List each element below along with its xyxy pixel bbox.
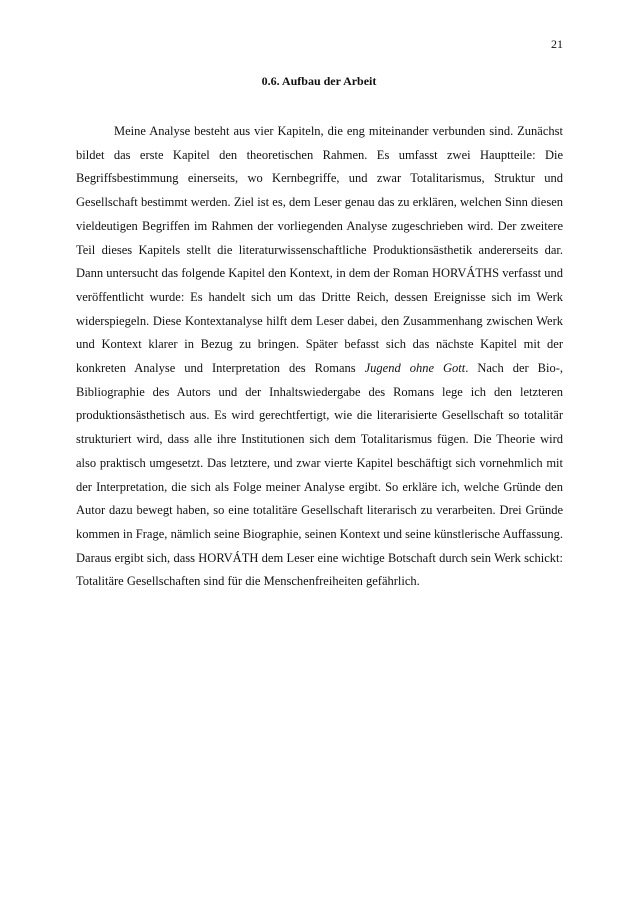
novel-title-italic: Jugend ohne Gott	[364, 361, 466, 376]
section-heading: 0.6. Aufbau der Arbeit	[261, 74, 377, 88]
body-paragraph	[76, 120, 563, 594]
page-number: 21	[551, 37, 563, 51]
paragraph-text-part2: . Nach der Bio-, Bibliographie des Autors und der Inhaltswiedergabe des Romans lege ich den letzteren produktionsästhetisch aus. Es wird gerechtfertigt, wie die literarisierte Gesellschaft so totalitär strukturiert wird, dass alle ihre Institutionen sich dem Totalitarismus fügen. Die Theorie wird also praktisch umgesetzt. Das letztere, und zwar vierte Kapitel beschäftigt sich vornehmlich mit der Interpretation, die sich als Folge meiner Analyse ergibt. So erkläre ich, welche Gründe den Autor dazu bewegt haben, so eine totalitäre Gesellschaft literarisch zu verarbeiten. Drei Gründe kommen in Frage, nämlich seine Biographie, seinen Kontext und seine künstlerische Auffassung. Daraus ergibt sich, dass HORVÁTH dem Leser eine wichtige Botschaft durch sein Werk schickt: Totalitäre Gesellschaften sind für die Menschenfreiheiten gefährlich.	[76, 361, 563, 589]
paragraph-text-part1: Meine Analyse besteht aus vier Kapiteln, die eng miteinander verbunden sind. Zunächst bildet das erste Kapitel den theoretischen Rahmen. Es umfasst zwei Hauptteile: Die Begriffsbestimmung einerseits, wo Kernbegriffe, und zwar Totalitarismus, Struktur und Gesellschaft bestimmt werden. Ziel ist es, dem Leser genau das zu erklären, welchen Sinn diesen vieldeutigen Begriffen im Rahmen der vorliegenden Analyse zugeschrieben wird. Der zweitere Teil dieses Kapitels stellt die literaturwissenschaftliche Produktionsästhetik andererseits dar. Dann untersucht das folgende Kapitel den Kontext, in dem der Roman HORVÁTHS verfasst und veröffentlicht wurde: Es handelt sich um das Dritte Reich, dessen Ereignisse sich im Werk widerspiegeln. Diese Kontextanalyse hilft dem Leser dabei, den Zusammenhang zwischen Werk und Kontext klarer in Bezug zu bringen. Später befasst sich das nächste Kapitel mit der konkreten Analyse und Interpretation des Romans	[76, 124, 563, 376]
